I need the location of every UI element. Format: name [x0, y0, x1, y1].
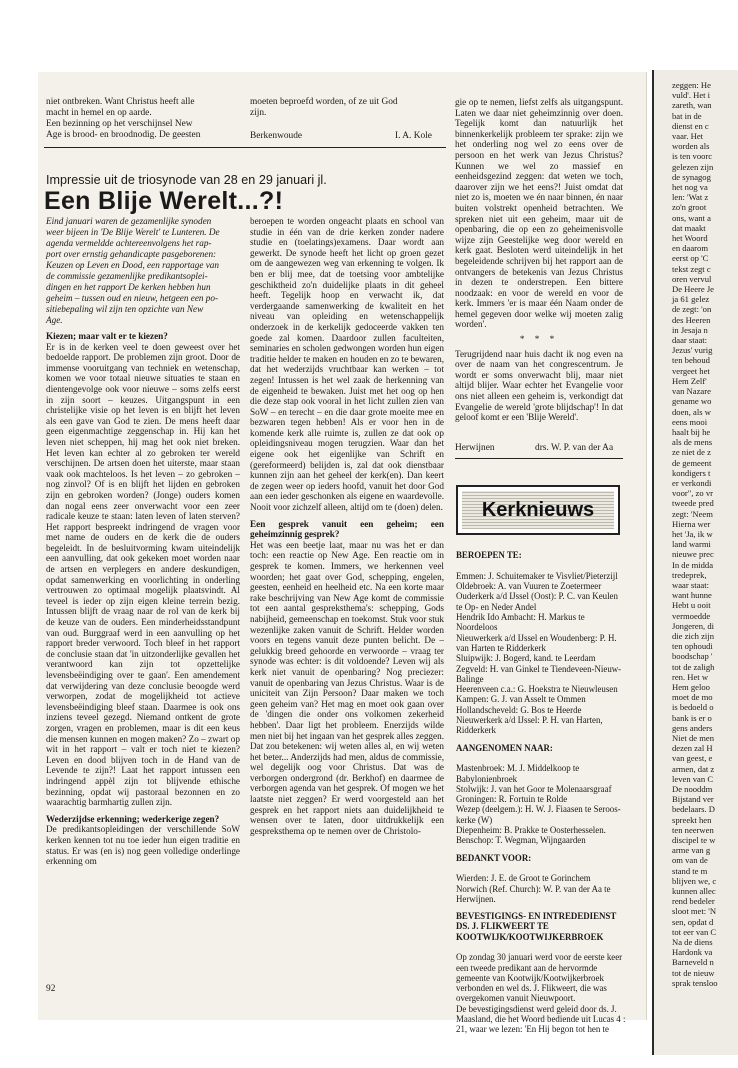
article-kicker: Impressie uit de triosynode van 28 en 29 januari jl. [46, 173, 327, 187]
subheading-erkenning: Wederzijdse erkenning; wederkerige zegen? [46, 813, 220, 824]
paragraph-beroepen: beroepen te worden ongeacht plaats en school van studie in één van de drie kerken zonder nadere studie en (toelatings)examens. Daar wordt aan gewerkt. De synode heeft het licht op groen gezet om de aangewezen weg van erkenning te volgen. Ik ben er blij mee, dat de toetsing voor ambtelijke geschiktheid zo'n duidelijke plaats in dit geheel heeft. Tegelijk hoop en verwacht ik, dat verdergaande samenwerking de kwaliteit en het niveau van opleiding en wetenschappelijk onderzoek in de kerkelijk gedoceerde vakken ten goede zal komen. Daardoor zullen faculteiten, seminaries en scholen gedwongen worden hun eigen traditie helder te maken en houden en zo te bewaren, dat het wederzijds vruchtbaar kan werken – tot zegen! Intussen is het wel zaak de herkenning van de eigenheid te bewaken. Juist met het oog op hen die deze stap ook vooral in het licht zullen zien van SoW – en terecht – en die daar grote moeite mee en bezwaren tegen hebben! Als er voor hen in de komende kerk alle ruimte is, zullen ze dat ook op opleidingsniveau mogen terugzien. Waar dan het eigene ook het eigenlijke van Schrift en (gereformeerd) belijden is, zal dat ook dienstbaar kunnen zijn aan het geheel der kerk(en). Dan keert de zegen weer op ieders hoofd, vanuit het door God aan een ieder geschonken als eigene en waardevolle. Nooit voor zichzelf alleen, altijd om te (doen) delen. [250, 216, 444, 513]
paragraph-bevestiging: Op zondag 30 januari werd voor de eerste keer een tweede predikant aan de hervormde gemeente van Kootwijk/Kootwijkerbroek verbonden en wel ds. J. Flikweert, die was overgekomen vanuit Nieuwpoort. De bevestigingsdienst werd geleid door ds. J. Maasland, die het Woord bediende uit Lucas 4 : 21, waar we lezen: 'En Hij begon tot hen te [456, 952, 626, 1035]
article-column-2 [250, 216, 444, 836]
top-continuation-col1: niet ontbreken. Want Christus heeft alle macht in hemel en op aarde. Een bezinning op het verschijnsel New Age is brood- en broodnodig. De geesten [46, 97, 201, 140]
list-beroepen: Emmen: J. Schuitemaker te Visvliet/Pieterzijl Oldebroek: A. van Vuuren te Zoetermeer Ouderkerk a/d IJssel (Oost): P. C. van Keulen te Op- en Neder Andel Hendrik Ido Ambacht: H. Markus te Noordeloos Nieuwerkerk a/d IJssel en Woudenberg: P. H. van Harten te Ridderkerk Sluipwijk: J. Bogerd, kand. te Leerdam Zegveld: H. van Ginkel te Tiendeveen-Nieuw-Balinge Heerenveen c.a.: G. Hoekstra te Nieuwleusen Kampen: G. J. van Asselt te Ommen Hollandscheveld: G. Bos te Heerde Nieuwerkerk a/d IJssel: P. H. van Harten, Ridderkerk [456, 570, 622, 736]
paragraph-erkenning: De predikantsopleidingen der verschillende SoW kerken kennen tot nu toe ieder hun eigen traditie en status. Er was (en is) nog geen volledige onderlinge erkenning om [46, 824, 240, 867]
adjacent-page [652, 70, 738, 1055]
subheading-kiezen: Kiezen; maar valt er te kiezen? [46, 331, 168, 341]
top-signature-place: Berkenwoude [250, 131, 303, 141]
section-stars: * * * [519, 334, 559, 345]
article-headline: Een Blije Werelt...?! [44, 187, 284, 215]
article-end-divider [455, 458, 623, 459]
top-continuation-col2: moeten beproefd worden, of ze uit God zijn. [250, 97, 398, 118]
article-signature-place: Herwijnen [455, 443, 495, 453]
paragraph-christologie: gie op te nemen, liefst zelfs als uitgangspunt. Laten we daar niet geheimzinnig over doen. Tegelijk komt dan natuurlijk het binnenkerkelijk probleem ter sprake: zijn we het onderling nog wel zo eens over de persoon en het werk van Jezus Christus? Kunnen we wel zo massief en eenheidsgezind zeggen: dat weten we toch, daarover zijn we het eens?! Juist omdat dat niet zo is, moeten we én naar binnen, én naar buiten volstrekt openheid betrachten. We spreken niet uit een geheim, maar uit de openbaring, die op een zo geheimenisvolle wijze zijn Geestelijke weg door wereld en kerk gaat. Besloten werd uiteindelijk in het begeleidende schrijven bij het rapport aan de ontvangers de betekenis van Jezus Christus in dezen te onderstrepen. Een bittere noodzaak: en voor de wereld en voor de kerk. Immers 'er is maar één Naam onder de hemel gegeven door welke wij moeten zalig worden'. [455, 97, 623, 330]
kerknieuws-listing [456, 540, 626, 1035]
kerknieuws-banner [456, 485, 620, 535]
paragraph-blije-wereld: Terugrijdend naar huis dacht ik nog even na over de naam van het congrescentrum. Je wordt er soms onverwacht blij, maar niet altijd blijer. Waar echter het Evangelie voor ons niet alleen een geheim is, verkondigt dat Evangelie de wereld 'grote blijdschap'! In dat geloof komt er een 'Blije Wereld'. [455, 348, 623, 423]
heading-beroepen: BEROEPEN TE: [456, 550, 522, 561]
article-intro: Eind januari waren de gezamenlijke synoden weer bijeen in 'De Blije Werelt' te Lunteren. De agenda vermeldde achtereenvolgens het rap- port over ernstig gehandicapte pasgeborenen: Keuzen op Leven en Dood, een rapportage van de commissie gezamenlijke predikantsoplei- dingen en het rapport De kerken hebben hun geheim – tussen oud en nieuw, hetgeen een po- sitiebepaling wil zijn ten opzichte van New Age. [46, 216, 220, 325]
article-column-1 [46, 331, 240, 867]
heading-bevestiging: BEVESTIGINGS- EN INTREDEDIENST DS. J. FLIKWEERT TE KOOTWIJK/KOOTWIJKERBROEK [456, 911, 617, 942]
heading-bedankt: BEDANKT VOOR: [456, 852, 532, 863]
subheading-gesprek: Een gesprek vanuit een geheim; een geheimzinnig gesprek? [250, 518, 444, 540]
list-bedankt: Wierden: J. E. de Groot te Gorinchem Norwich (Ref. Church): W. P. van der Aa te Herwijnen. [456, 873, 611, 904]
top-signature-author: I. A. Kole [395, 131, 432, 141]
article-signature-author: drs. W. P. van der Aa [535, 443, 614, 453]
paragraph-gesprek: Het was een beetje laat, maar nu was het er dan toch: een reactie op New Age. Een reactie om in gesprek te komen. Immers, we herkennen veel woorden; het gaat over God, schepping, engelen, geesten, eenheid en heelheid etc. Na een korte maar rake beschrijving van New Age komt de commissie tot een aantal gespreksthema's: schepping, Gods nabijheid, gemeenschap en toekomst. Stuk voor stuk wezenlijke zaken vanuit de Schrift. Helder worden voors en tegens vanuit deze punten belicht. De – gelukkig breed gehoorde en verwoorde – vraag ter synode was echter: is dit voldoende? Leven wij als kerk niet vanuit de openbaring? Nog preciezer: vanuit de openbaring van Jezus Christus. Waar is de uniciteit van Zijn Persoon? Daar maken we toch geen geheim van? Het mag en moet ook gaan over de 'dingen die onder ons volkomen zekerheid hebben'. Daar ligt het probleem. Enerzijds wilde men niet bij het ingaan van het gesprek alles zeggen. Dat zou betekenen: wij weten alles al, en wij weten het beter... Anderzijds had men, aldus de commissie, wel degelijk oog voor Christus. Dat was de verborgen ondergrond (dr. Berkhof) en daarmee de verborgen agenda van het gesprek. Of mogen we het laatste niet zeggen? Er werd voorgesteld aan het gesprek en het rapport niets aan duidelijkheid te wensen over te laten, door uitdrukkelijk een gespreksthema op te nemen over de Christolo- [250, 539, 444, 836]
adjacent-page-text: zeggen: He vuld'. Het i zareth, wan bat in de dienst en c vaar. Het worden als is ten voorc gelezen zijn de synagog het nog va len: 'Wat z zo'n groot ons, want a dat maakt het Woord en daarom eerst op 'C tekst zegt c oren vervul De Heere Je ja 61 gelez de zegt: 'on des Heeren in Jesaja n daar staat: Jezus' vurig ten behoud vergeet het Hem Zelf' van Nazare gename wo doen, als w eens mooi haalt bij he als de mens ze niet de z de gemeent kondigers t er verkondi voor", zo vr tweede pred zegt: 'Neem Hierna wer het 'Ja, ik w land warmi nieuwe prec In de midda tredeprek, waar staat: want hunne Hebt u ooit vermoedde Jongeren, di die zich zijn ten ophoudi boodschap ' tot de zaligh ren. Het w Hem geloo moet de mo is bedoeld o bank is er o gens anders Niet de men dezen zal H van geest, e armen, dat z leven van C De nooddm Bijstand ver bedelaars. D spreekt hen ten neerwen discipel te w arme van g om van de stand te m blijven we, c kunnen allec rend bedeler sloot met: 'N sen, opdat d tot eer van C Na de diens Hardonk va Barneveld n tot de nieuw sprak tensloo [672, 80, 718, 988]
kerknieuws-title: Kerknieuws [481, 498, 595, 521]
page-number: 92 [46, 984, 56, 994]
heading-aangenomen: AANGENOMEN NAAR: [456, 742, 553, 753]
article-column-3 [455, 97, 623, 423]
list-aangenomen: Mastenbroek: M. J. Middelkoop te Babylonienbroek Stolwijk: J. van het Goor te Molenaarsgraaf Groningen: R. Fortuin te Rolde Wezep (deelgem.): H. W. J. Fiaasen te Seroos-kerke (W) Diepenheim: B. Prakke te Oosterhesselen. Benschop: T. Wegman, Wijngaarden [456, 763, 621, 846]
paragraph-kiezen: Er is in de kerken veel te doen geweest over het bedoelde rapport. De problemen zijn groot. Door de immense vooruitgang van techniek en wetenschap, komen we voor totaal nieuwe situaties te staan en dientengevolge ook voor nieuwe – soms zelfs eerst in zijn soort – keuzes. Uitgangspunt in een christelijke visie op het leven is en blijft het leven als een gave van God te zien. De mens heeft daar geen eigenmachtige zeggenschap in. Hij kan het leven niet scheppen, hij mag het ook niet breken. Het leven kan echter al zo gebroken ter wereld verschijnen. De artsen doen het uiterste, maar staan vaak ook machteloos. Is het leven – zo gebroken – nog zinvol? Of is en blijft het lijden en gebroken zijn en gebroken worden? (Jonge) ouders komen dan nogal eens zeer onverwacht voor een zeer radicale keuze te staan: laten leven of laten sterven? Het rapport bespreekt indringend de vragen voor met name de ouders en de kerk die de ouders begeleidt. In de besluitvorming kwam uiteindelijk een aanvulling, dat ook gekeken moet worden naar de artsen en verplegers en andere deskundigen, opdat samenwerking en voorlichting in onderling vertrouwen zo optimaal mogelijk plaatsvindt. Al teveel is ieder op zijn eigen kleine terrein bezig. Intussen blijft de vraag naar de rol van de kerk bij de keuze van de ouders. Een minderheidsstandpunt van oud. Burggraaf werd in een aanvulling op het rapport breder verwoord. Toch bleef in het rapport de conclusie staan dat 'in uitzonderlijke gevallen het verantwoord kan zijn tot opzettelijke levensbeëindiging over te gaan'. Een amendement dat verwijdering van deze conclusie beoogde werd verworpen, zodat de mogelijkheid tot actieve levensbeëindiging bleef staan. Daarmee is ook ons inziens teveel gezegd. Niemand ontkent de grote zorgen, vragen en problemen, maar is dit een keus die mensen kunnen en mogen maken? Zo – zwart op wit in het rapport – valt er toch niet te kiezen? Leven en dood blijven toch in de Hand van de Levende te zijn?! Laat het rapport intussen een indringend appèl zijn tot blijvende ethische bezinning, opdat wij pastoraal bezonnen en zo waarachtig barmhartig zullen zijn. [46, 341, 240, 808]
top-divider [44, 147, 446, 148]
